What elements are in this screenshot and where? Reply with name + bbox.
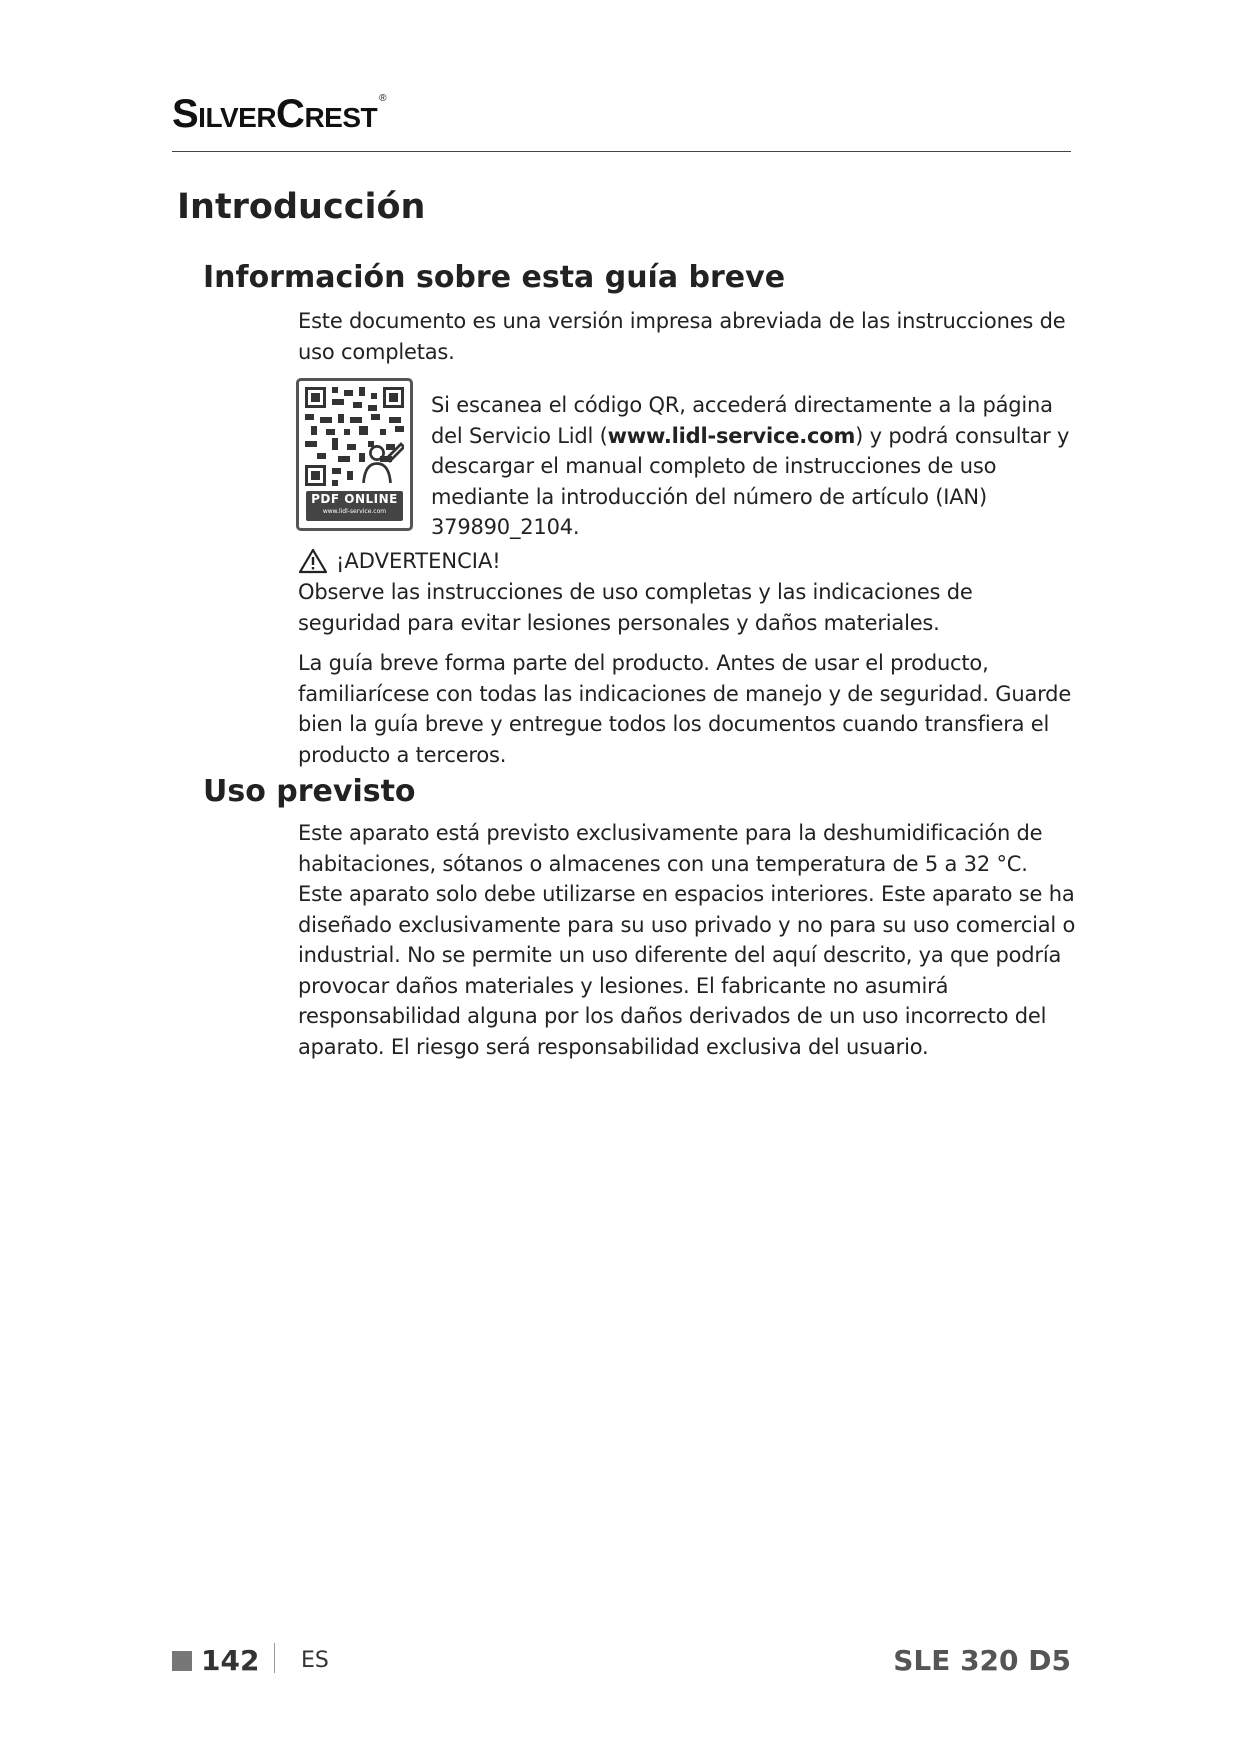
pdf-online-badge <box>306 491 403 521</box>
brand-logo <box>172 94 386 134</box>
page-number: 142 <box>201 1644 260 1677</box>
qr-text-before: Si escanea el código QR, accederá directamente a la página del Servicio Lidl ( <box>431 393 1053 448</box>
guide-heading: Información sobre esta guía breve <box>203 260 786 295</box>
qr-text-after: ) y podrá consultar y descargar el manual completo de instrucciones de uso mediante la introducción del número de artículo (IAN) 379890_2104. <box>431 423 1070 539</box>
warning-label: ¡ADVERTENCIA! <box>336 549 501 573</box>
qr-code-icon <box>305 387 404 486</box>
registered-mark: ® <box>379 93 386 104</box>
intended-use-heading: Uso previsto <box>203 774 416 809</box>
language-code: ES <box>301 1648 329 1673</box>
header-divider <box>172 151 1071 152</box>
pdf-online-label: PDF ONLINE <box>311 492 398 506</box>
model-number: SLE 320 D5 <box>893 1644 1071 1677</box>
qr-description <box>431 390 1071 543</box>
warning-row <box>298 546 501 576</box>
footer-marker <box>172 1651 192 1671</box>
pdf-online-url: www.lidl-service.com <box>322 508 387 515</box>
brand-name: SilverCrest <box>172 92 378 136</box>
guide-paragraph-3: La guía breve forma parte del producto. Antes de usar el producto, familiarícese con todas las indicaciones de manejo y de seguridad. Guarde bien la guía breve y entregue todos los documentos cuando transfiera el producto a terceros. <box>298 651 1072 767</box>
lidl-service-link[interactable]: www.lidl-service.com <box>607 423 856 448</box>
warning-triangle-icon <box>298 548 328 574</box>
intended-use-paragraph: Este aparato está previsto exclusivamente para la deshumidificación de habitaciones, sótanos o almacenes con una temperatura de 5 a 32 °C. Este aparato solo debe utilizarse en espacios interiores. Este aparato se ha diseñado exclusivamente para su uso privado y no para su uso comercial o industrial. No se permite un uso diferente del aquí descrito, ya que podría provocar daños materiales y lesiones. El fabricante no asumirá responsabilidad alguna por los daños derivados de un uso incorrecto del aparato. El riesgo será responsabilidad exclusiva del usuario. <box>298 821 1076 1059</box>
footer-separator <box>274 1643 275 1673</box>
guide-paragraph-1: Este documento es una versión impresa abreviada de las instrucciones de uso completas. <box>298 309 1066 364</box>
section-title: Introducción <box>177 187 426 227</box>
guide-paragraph-2: Observe las instrucciones de uso completas y las indicaciones de seguridad para evitar lesiones personales y daños materiales. <box>298 580 973 635</box>
qr-code-card[interactable] <box>296 378 413 531</box>
